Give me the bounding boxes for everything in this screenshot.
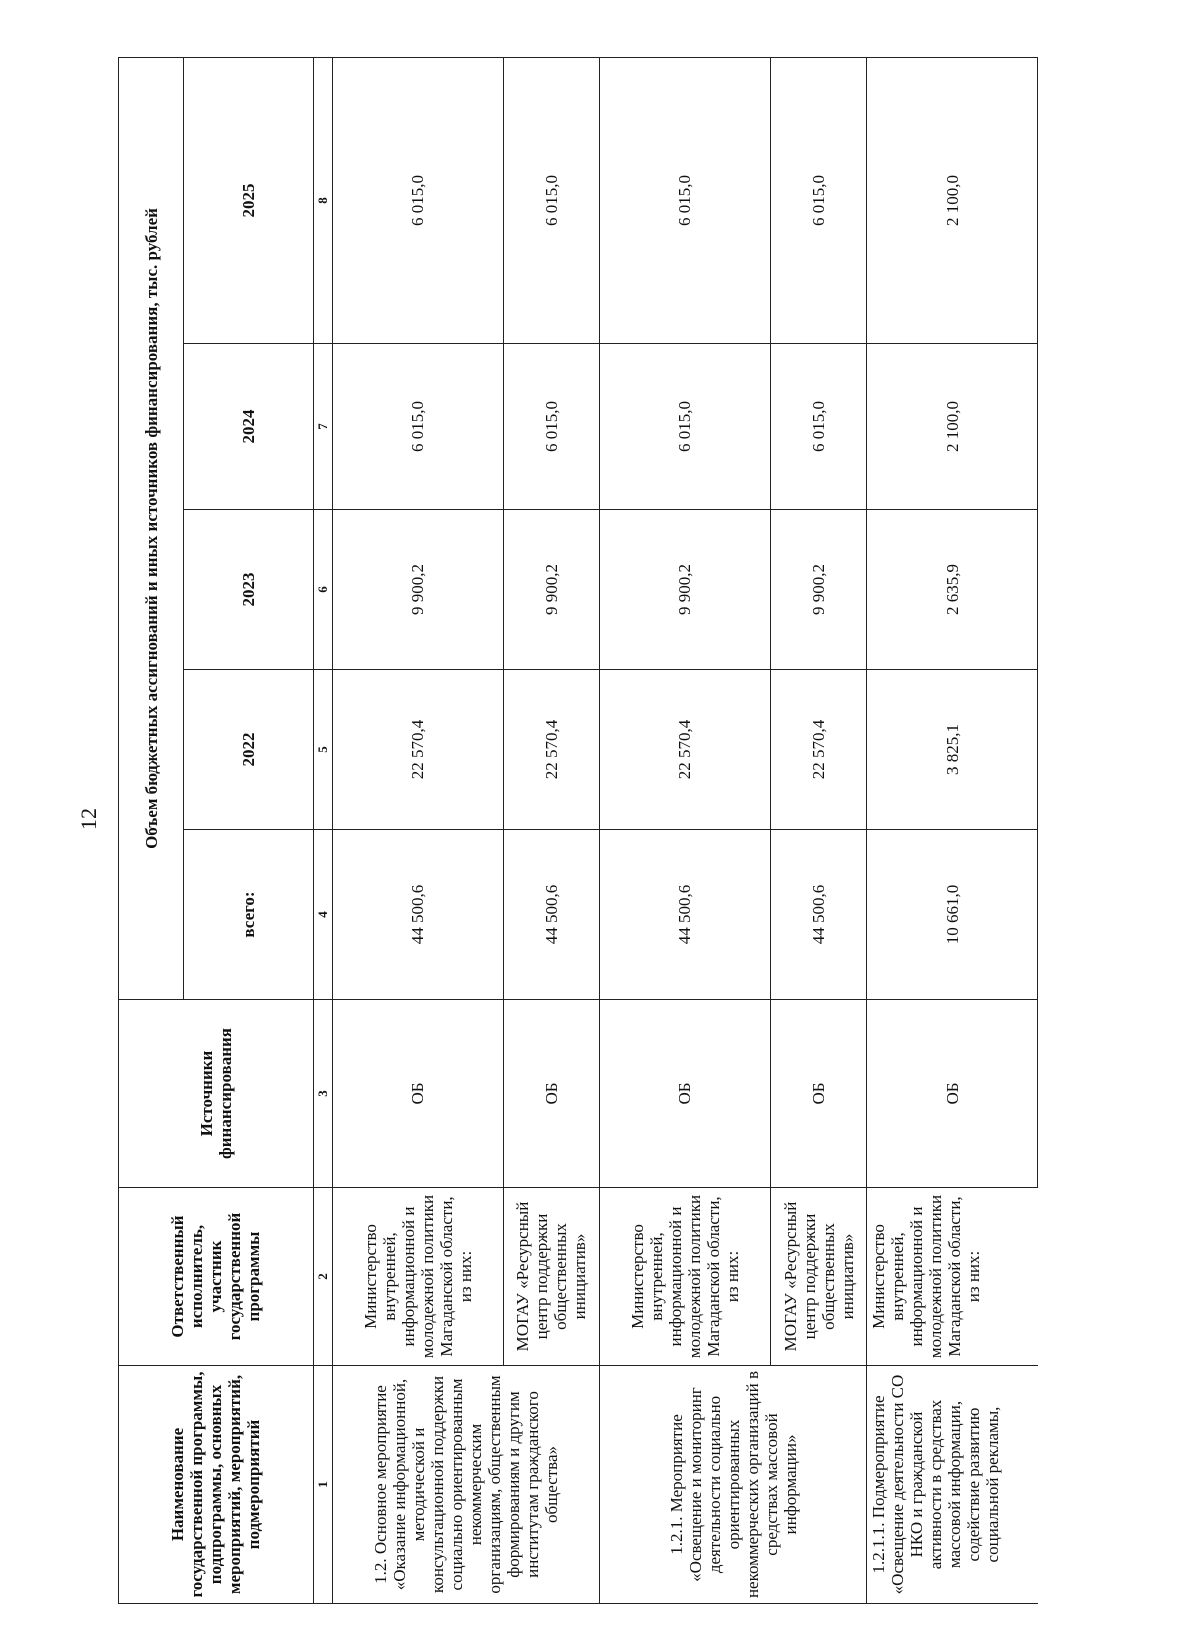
column-number: 6: [313, 510, 332, 670]
y2023-cell: 9 900,2: [770, 510, 866, 670]
source-cell: ОБ: [503, 1000, 599, 1188]
column-number: 3: [313, 1000, 332, 1188]
total-cell: 44 500,6: [770, 830, 866, 1000]
column-number: 2: [313, 1188, 332, 1366]
source-cell: ОБ: [867, 1000, 1038, 1188]
y2022-cell: 22 570,4: [332, 670, 503, 830]
source-cell: ОБ: [332, 1000, 503, 1188]
y2025-cell: 6 015,0: [770, 57, 866, 343]
activity-name: 1.2.1. Мероприятие «Освещение и мониторинг деятельности социально ориентированных некоммерческих организаций в средствах массовой информации»: [600, 1366, 867, 1604]
total-cell: 44 500,6: [503, 830, 599, 1000]
table-row: [332, 57, 503, 1603]
y2025-cell: 2 100,0: [867, 57, 1038, 343]
executor-cell: МОГАУ «Ресурсный центр поддержки общественных инициатив»: [503, 1188, 599, 1366]
total-cell: 44 500,6: [600, 830, 771, 1000]
table-row: [867, 57, 1038, 1603]
y2024-cell: 6 015,0: [503, 344, 599, 510]
total-cell: 44 500,6: [332, 830, 503, 1000]
column-number: 5: [313, 670, 332, 830]
header-2023: 2023: [184, 510, 314, 670]
column-number: 8: [313, 57, 332, 343]
header-source: Источники финансирования: [119, 1000, 314, 1188]
y2024-cell: 6 015,0: [770, 344, 866, 510]
header-2022: 2022: [184, 670, 314, 830]
total-cell: 10 661,0: [867, 830, 1038, 1000]
source-cell: ОБ: [600, 1000, 771, 1188]
column-number: 1: [313, 1366, 332, 1604]
header-executor: Ответственный исполнитель, участник государственной программы: [119, 1188, 314, 1366]
header-name: Наименование государственной программы, подпрограммы, основных мероприятий, мероприятий, подмероприятий: [119, 1366, 314, 1604]
source-cell: ОБ: [770, 1000, 866, 1188]
rotated-page-content: [118, 58, 1038, 1604]
y2022-cell: 22 570,4: [600, 670, 771, 830]
y2023-cell: 9 900,2: [503, 510, 599, 670]
y2024-cell: 2 100,0: [867, 344, 1038, 510]
financing-table: [118, 57, 1038, 1604]
column-number: 7: [313, 344, 332, 510]
table-row: [600, 57, 771, 1603]
executor-cell: МОГАУ «Ресурсный центр поддержки общественных инициатив»: [770, 1188, 866, 1366]
y2024-cell: 6 015,0: [600, 344, 771, 510]
header-total: всего:: [184, 830, 314, 1000]
y2023-cell: 9 900,2: [600, 510, 771, 670]
y2022-cell: 3 825,1: [867, 670, 1038, 830]
header-volume: Объем бюджетных ассигнований и иных источников финансирования, тыс. рублей: [119, 57, 184, 999]
header-2025: 2025: [184, 57, 314, 343]
y2023-cell: 2 635,9: [867, 510, 1038, 670]
y2022-cell: 22 570,4: [770, 670, 866, 830]
y2022-cell: 22 570,4: [503, 670, 599, 830]
executor-cell: Министерство внутренней, информационной и молодежной политики Магаданской области, из них:: [867, 1188, 1038, 1366]
executor-cell: Министерство внутренней, информационной и молодежной политики Магаданской области, из них:: [332, 1188, 503, 1366]
y2024-cell: 6 015,0: [332, 344, 503, 510]
y2025-cell: 6 015,0: [503, 57, 599, 343]
activity-name: 1.2. Основное мероприятие «Оказание информационной, методической и консультационной поддержки социально ориентированным некоммерческим организациям, общественным формированиям и другим институтам гражданского общества»: [332, 1366, 599, 1604]
header-2024: 2024: [184, 344, 314, 510]
y2025-cell: 6 015,0: [600, 57, 771, 343]
executor-cell: Министерство внутренней, информационной и молодежной политики Магаданской области, из них:: [600, 1188, 771, 1366]
y2025-cell: 6 015,0: [332, 57, 503, 343]
y2023-cell: 9 900,2: [332, 510, 503, 670]
activity-name: 1.2.1.1. Подмероприятие «Освещение деятельности СО НКО и гражданской активности в средствах массовой информации, содействие развитию социальной рекламы,: [867, 1366, 1038, 1604]
page-number: 12: [76, 808, 101, 830]
column-number: 4: [313, 830, 332, 1000]
